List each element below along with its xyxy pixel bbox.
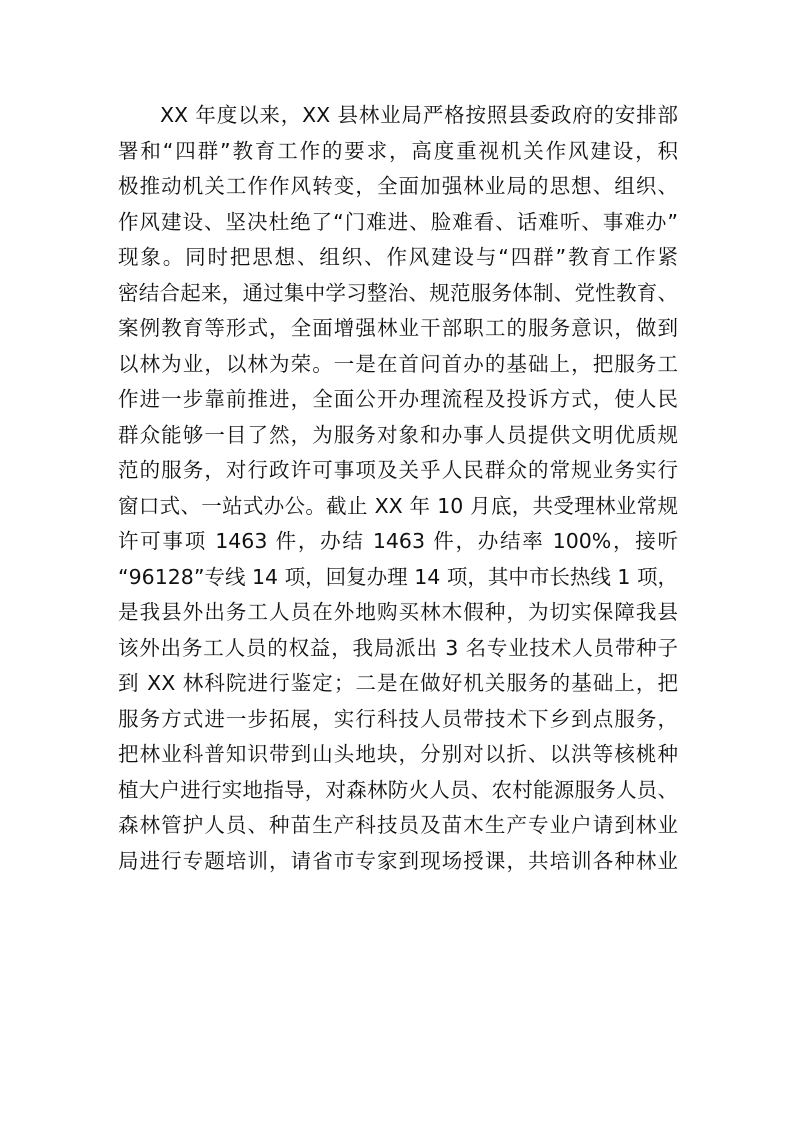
paragraph-line: XX 年度以来，XX 县林业局严格按照县委政府的安排部: [160, 103, 678, 127]
paragraph-line: 是我县外出务工人员在外地购买林木假种，为切实保障我县: [118, 600, 678, 624]
paragraph-line: 案例教育等形式，全面增强林业干部职工的服务意识，做到: [118, 316, 678, 340]
paragraph-line: 以林为业，以林为荣。一是在首问首办的基础上，把服务工: [118, 351, 678, 376]
paragraph-line: 该外出务工人员的权益，我局派出 3 名专业技术人员带种子: [118, 635, 678, 660]
paragraph-line: 群众能够一目了然，为服务对象和办事人员提供文明优质规: [118, 422, 678, 447]
paragraph-line: 服务方式进一步拓展，实行科技人员带技术下乡到点服务，: [118, 706, 678, 731]
paragraph-line: 范的服务，对行政许可事项及关乎人民群众的常规业务实行: [118, 458, 678, 482]
paragraph-line: 极推动机关工作作风转变，全面加强林业局的思想、组织、: [118, 174, 678, 198]
body-paragraph: [118, 98, 678, 879]
paragraph-line: 窗口式、一站式办公。截止 XX 年 10 月底，共受理林业常规: [118, 493, 678, 518]
paragraph-line: 到 XX 林科院进行鉴定；二是在做好机关服务的基础上，把: [118, 671, 678, 695]
paragraph-line: 作进一步靠前推进，全面公开办理流程及投诉方式，使人民: [118, 387, 678, 411]
paragraph-line: 作风建设、坚决杜绝了“门难进、脸难看、话难听、事难办”: [118, 209, 678, 234]
paragraph-line: 把林业科普知识带到山头地块，分别对以折、以洪等核桃种: [118, 742, 678, 766]
paragraph-line: 现象。同时把思想、组织、作风建设与“四群”教育工作紧: [118, 245, 678, 269]
paragraph-line: 森林管护人员、种苗生产科技员及苗木生产专业户请到林业: [118, 813, 678, 837]
paragraph-line: 植大户进行实地指导，对森林防火人员、农村能源服务人员、: [118, 777, 678, 802]
paragraph-line: 局进行专题培训，请省市专家到现场授课，共培训各种林业: [118, 848, 678, 873]
paragraph-line: 署和“四群”教育工作的要求，高度重视机关作风建设，积: [118, 138, 678, 163]
paragraph-line: 许可事项 1463 件，办结 1463 件，办结率 100%，接听: [118, 529, 678, 553]
paragraph-line: “96128”专线 14 项，回复办理 14 项，其中市长热线 1 项，: [118, 564, 678, 589]
paragraph-line: 密结合起来，通过集中学习整治、规范服务体制、党性教育、: [118, 280, 678, 305]
